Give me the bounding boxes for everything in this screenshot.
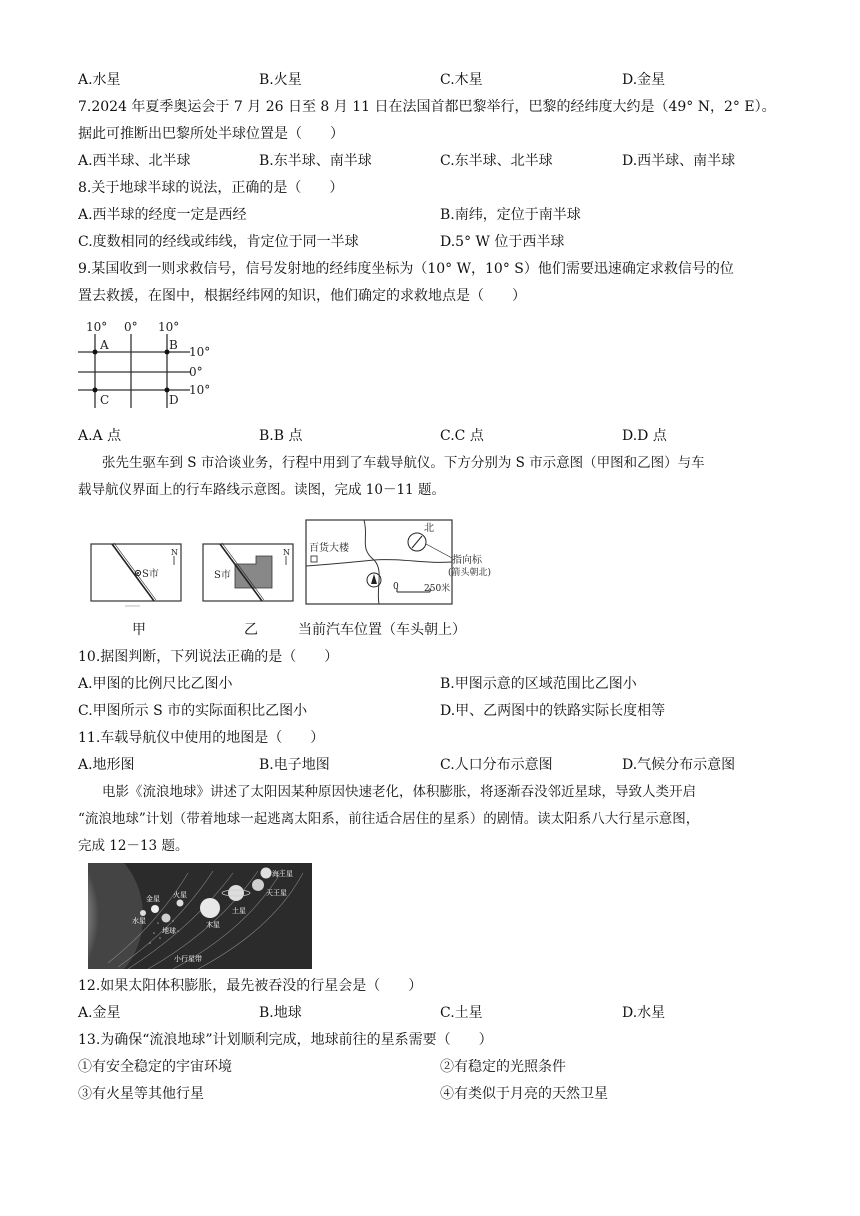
q7-option-b: B.东半球、南半球 (259, 153, 372, 169)
saturn-shape (228, 885, 244, 901)
caption-jia: 甲 (132, 622, 146, 638)
grid-point-c-label: C (100, 393, 110, 407)
q12-option-c: C.土星 (440, 1005, 483, 1021)
q6-option-d: D.金星 (622, 72, 666, 88)
map-yi-city-label: S市 (214, 570, 231, 581)
map-jia-city-label: S市 (142, 569, 159, 580)
caption-nav: 当前汽车位置（车头朝上） (298, 622, 466, 638)
q11-option-b: B.电子地图 (259, 757, 330, 773)
nav-pointer-label: 指向标 (452, 555, 482, 566)
uranus-shape (252, 879, 264, 891)
map-jia-north-label: N (171, 548, 178, 557)
q9-option-c: C.C 点 (440, 428, 484, 444)
label-mercury: 水星 (132, 917, 146, 925)
grid-top-label-1: 10° (86, 320, 108, 334)
passage-12-13-line3: 完成 12－13 题。 (78, 838, 189, 854)
caption-yi: 乙 (244, 622, 258, 638)
q11-stem: 11.车载导航仪中使用的地图是（ ） (78, 730, 325, 746)
venus-shape (151, 905, 159, 913)
q7-option-d: D.西半球、南半球 (622, 153, 736, 169)
grid-point-a (93, 350, 98, 355)
nav-north-label: 北 (424, 523, 434, 534)
q8-stem: 8.关于地球半球的说法，正确的是（ ） (78, 180, 344, 196)
passage-12-13-line2: “流浪地球”计划（带着地球一起逃离太阳系，前往适合居住的星系）的剧情。读太阳系八大行星示意图， (78, 811, 700, 827)
grid-point-d (165, 388, 170, 393)
grid-point-d-label: D (169, 393, 179, 407)
grid-point-a-label: A (100, 338, 109, 352)
grid-point-b (165, 350, 170, 355)
q11-option-a: A.地形图 (78, 757, 135, 773)
nav-scale-label: 250米 (424, 584, 451, 594)
q12-option-d: D.水星 (622, 1005, 666, 1021)
q13-option-3: ③有火星等其他行星 (78, 1086, 204, 1102)
solar-system-figure (88, 863, 312, 969)
q10-option-a: A.甲图的比例尺比乙图小 (78, 676, 233, 692)
mars-shape (177, 900, 184, 907)
q8-option-b: B.南纬，定位于南半球 (440, 207, 581, 223)
earth-shape (162, 914, 171, 923)
q9-option-a: A.A 点 (78, 428, 122, 444)
label-asteroid-belt: 小行星带 (174, 955, 202, 963)
q8-option-d: D.5° W 位于西半球 (440, 234, 565, 250)
q6-option-a: A.水星 (78, 72, 121, 88)
q8-option-a: A.西半球的经度一定是西经 (78, 207, 247, 223)
q10-stem: 10.据图判断，下列说法正确的是（ ） (78, 649, 339, 665)
label-neptune: 海王星 (272, 870, 293, 878)
grid-right-label-2: 0° (189, 365, 203, 379)
q6-option-c: C.木星 (440, 72, 483, 88)
q7-option-a: A.西半球、北半球 (78, 153, 191, 169)
passage-10-11-line1: 张先生驱车到 S 市洽谈业务，行程中用到了车载导航仪。下方分别为 S 市示意图（甲图和乙图）与车 (102, 455, 705, 471)
grid-right-label-1: 10° (189, 345, 211, 359)
q10-option-b: B.甲图示意的区域范围比乙图小 (440, 676, 637, 692)
nav-dept-store-label: 百货大楼 (309, 543, 349, 554)
q9-stem-line1: 9.某国收到一则求救信号，信号发射地的经纬度坐标为（10° W，10° S）他们需要迅速确定求救信号的位 (78, 261, 734, 277)
q13-option-4: ④有类似于月亮的天然卫星 (440, 1086, 608, 1102)
navigation-map (304, 518, 514, 608)
lat-lon-grid-figure (72, 318, 222, 414)
q12-stem: 12.如果太阳体积膨胀，最先被吞没的行星会是（ ） (78, 978, 423, 994)
q11-option-c: C.人口分布示意图 (440, 757, 553, 773)
q10-option-d: D.甲、乙两图中的铁路实际长度相等 (440, 703, 666, 719)
q8-option-c: C.度数相同的经线或纬线，肯定位于同一半球 (78, 234, 359, 250)
grid-top-label-3: 10° (158, 320, 180, 334)
passage-12-13-line1: 电影《流浪地球》讲述了太阳因某种原因快速老化，体积膨胀，将逐渐吞没邻近星球，导致人类开启 (102, 784, 696, 800)
label-jupiter: 木星 (206, 921, 220, 929)
grid-top-label-2: 0° (124, 320, 138, 334)
q9-option-b: B.B 点 (259, 428, 303, 444)
nav-scale-zero: 0 (393, 582, 399, 592)
grid-right-label-3: 10° (189, 383, 211, 397)
map-jia (90, 538, 185, 608)
grid-point-b-label: B (169, 338, 178, 352)
label-earth: 地球 (162, 927, 176, 935)
q11-option-d: D.气候分布示意图 (622, 757, 736, 773)
neptune-shape (261, 868, 272, 879)
q7-stem-line1: 7.2024 年夏季奥运会于 7 月 26 日至 8 月 11 日在法国首都巴黎举行，巴黎的经纬度大约是（49° N，2° E）。 (78, 99, 776, 115)
grid-point-c (93, 388, 98, 393)
q10-option-c: C.甲图所示 S 市的实际面积比乙图小 (78, 703, 308, 719)
q13-option-2: ②有稳定的光照条件 (440, 1059, 566, 1075)
q6-option-b: B.火星 (259, 72, 302, 88)
mercury-shape (140, 910, 146, 916)
label-venus: 金星 (146, 895, 160, 903)
map-yi-north-label: N (283, 548, 290, 557)
q9-stem-line2: 置去救援，在图中，根据经纬网的知识，他们确定的求救地点是（ ） (78, 288, 526, 304)
jupiter-shape (200, 898, 220, 918)
q13-stem: 13.为确保“流浪地球”计划顺利完成，地球前往的星系需要（ ） (78, 1032, 493, 1048)
q13-option-1: ①有安全稳定的宇宙环境 (78, 1059, 232, 1075)
label-mars: 火星 (173, 891, 187, 899)
q12-option-b: B.地球 (259, 1005, 302, 1021)
passage-10-11-line2: 载导航仪界面上的行车路线示意图。读图，完成 10－11 题。 (78, 482, 445, 498)
q7-stem-line2: 据此可推断出巴黎所处半球位置是（ ） (78, 126, 344, 142)
map-yi (202, 538, 297, 608)
nav-pointer-note: (箭头朝北) (448, 568, 492, 578)
q9-option-d: D.D 点 (622, 428, 667, 444)
label-saturn: 土星 (232, 907, 246, 915)
q12-option-a: A.金星 (78, 1005, 121, 1021)
q7-option-c: C.东半球、北半球 (440, 153, 553, 169)
label-uranus: 天王星 (266, 889, 287, 897)
